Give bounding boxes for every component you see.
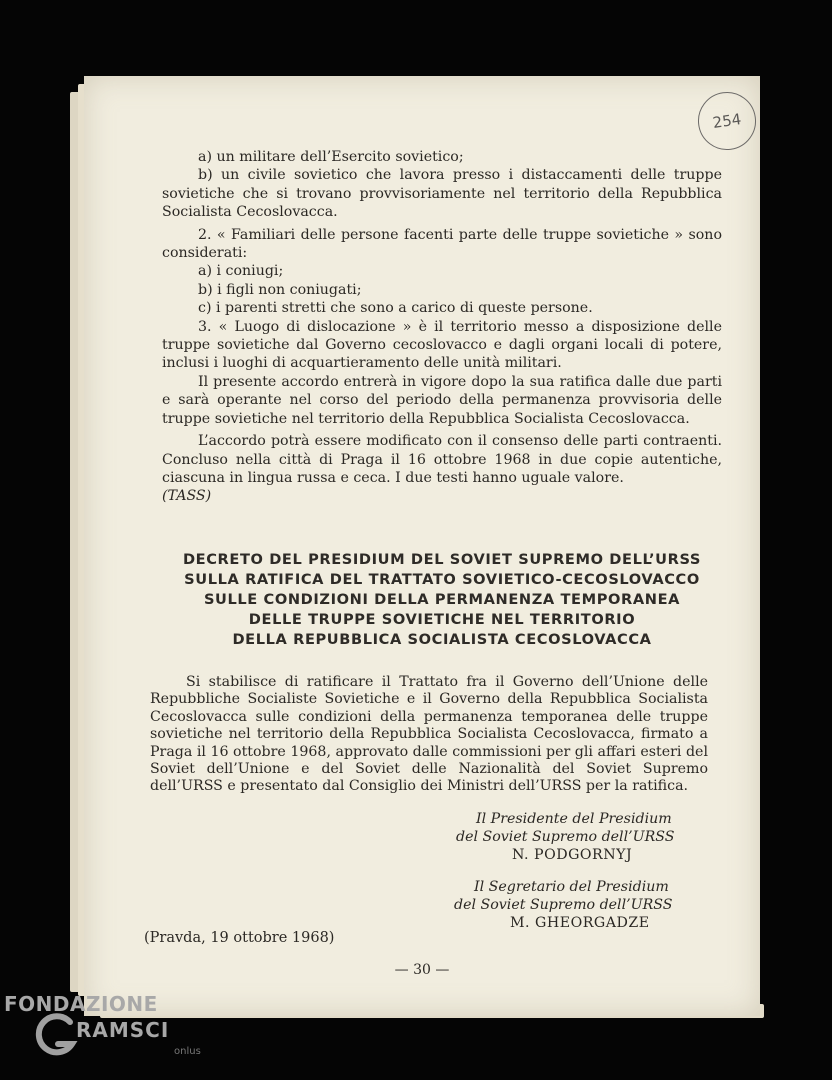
- signature-title: del Soviet Supremo dell’URSS: [456, 829, 675, 845]
- archive-number-stamp: 254: [694, 88, 760, 154]
- signature-president: [456, 810, 674, 864]
- body-paragraph: c) i parenti stretti che sono a carico di queste persone.: [198, 300, 593, 317]
- logo-text-line1: FONDAZIONE: [4, 992, 158, 1016]
- decree-title-line: DECRETO DEL PRESIDIUM DEL SOVIET SUPREMO DELL’URSS: [182, 551, 702, 568]
- decree-title-line: DELLA REPUBBLICA SOCIALISTA CECOSLOVACCA: [232, 631, 652, 648]
- body-paragraph: a) i coniugi;: [198, 263, 284, 280]
- body-paragraph: 2. « Familiari delle persone facenti parte delle truppe sovietiche » sono considerati:: [162, 226, 722, 262]
- publication-source: (Pravda, 19 ottobre 1968): [144, 930, 335, 946]
- signature-title: Il Presidente del Presidium: [476, 811, 672, 827]
- signature-title: del Soviet Supremo dell’URSS: [454, 897, 673, 913]
- logo-text-line2: RAMSCI: [76, 1018, 170, 1042]
- body-paragraph: b) i figli non coniugati;: [198, 281, 362, 298]
- decree-paragraph: Si stabilisce di ratificare il Trattato fra il Governo dell’Unione delle Repubbliche Socialiste Sovietiche e il Governo della Repubblica Socialista Cecoslovacca sulle condizioni della permanenza temporanea delle truppe sovietiche nel territorio della Repubblica Socialista Cecoslovacca, firmato a Praga il 16 ottobre 1968, approvato dalle commissioni per gli affari esteri del Soviet dell’Unione e del Soviet delle Nazionalità del Soviet Supremo dell’URSS e presentato dal Consiglio dei Ministri dell’URSS per la ratifica.: [150, 674, 708, 795]
- signature-name: N. PODGORNYJ: [512, 847, 633, 863]
- body-paragraph: L’accordo potrà essere modificato con il consenso delle parti contraenti. Concluso nella città di Praga il 16 ottobre 1968 in due copie autentiche, ciascuna in lingua russa e ceca. I due testi hanno uguale valore.: [162, 433, 722, 486]
- document-page: [84, 76, 760, 1016]
- decree-title-line: DELLE TRUPPE SOVIETICHE NEL TERRITORIO: [248, 611, 636, 628]
- decree-title: [156, 550, 728, 650]
- signature-secretary: [454, 878, 672, 932]
- signature-title: Il Segretario del Presidium: [474, 879, 669, 895]
- decree-title-line: SULLE CONDIZIONI DELLA PERMANENZA TEMPORANEA: [203, 591, 681, 608]
- source-agency: (TASS): [162, 488, 212, 505]
- foundation-watermark-logo: [4, 990, 224, 1070]
- decree-text: [150, 674, 708, 796]
- body-paragraph: b) un civile sovietico che lavora presso i distaccamenti delle truppe sovietiche che si trovano provvisoriamente nel territorio della Repubblica Socialista Cecoslovacca.: [162, 167, 722, 221]
- signature-name: M. GHEORGADZE: [510, 915, 650, 931]
- body-paragraph: 3. « Luogo di dislocazione » è il territorio messo a disposizione delle truppe sovietiche dal Governo cecoslovacco e dagli organi locali di potere, inclusi i luoghi di acquartieramento delle unità militari.: [162, 318, 722, 372]
- g-logo-icon: [34, 1010, 78, 1060]
- logo-text-line3: onlus: [174, 1046, 201, 1057]
- body-paragraph: Il presente accordo entrerà in vigore dopo la sua ratifica dalle due parti e sarà operante nel corso del periodo della permanenza provvisoria delle truppe sovietiche nel territorio della Repubblica Socialista Cecoslovacca.: [162, 373, 722, 427]
- page-number: — 30 —: [394, 962, 450, 978]
- body-paragraph: a) un militare dell’Esercito sovietico;: [198, 149, 464, 165]
- treaty-body-text: [162, 148, 722, 506]
- decree-title-line: SULLA RATIFICA DEL TRATTATO SOVIETICO-CECOSLOVACCO: [184, 571, 700, 588]
